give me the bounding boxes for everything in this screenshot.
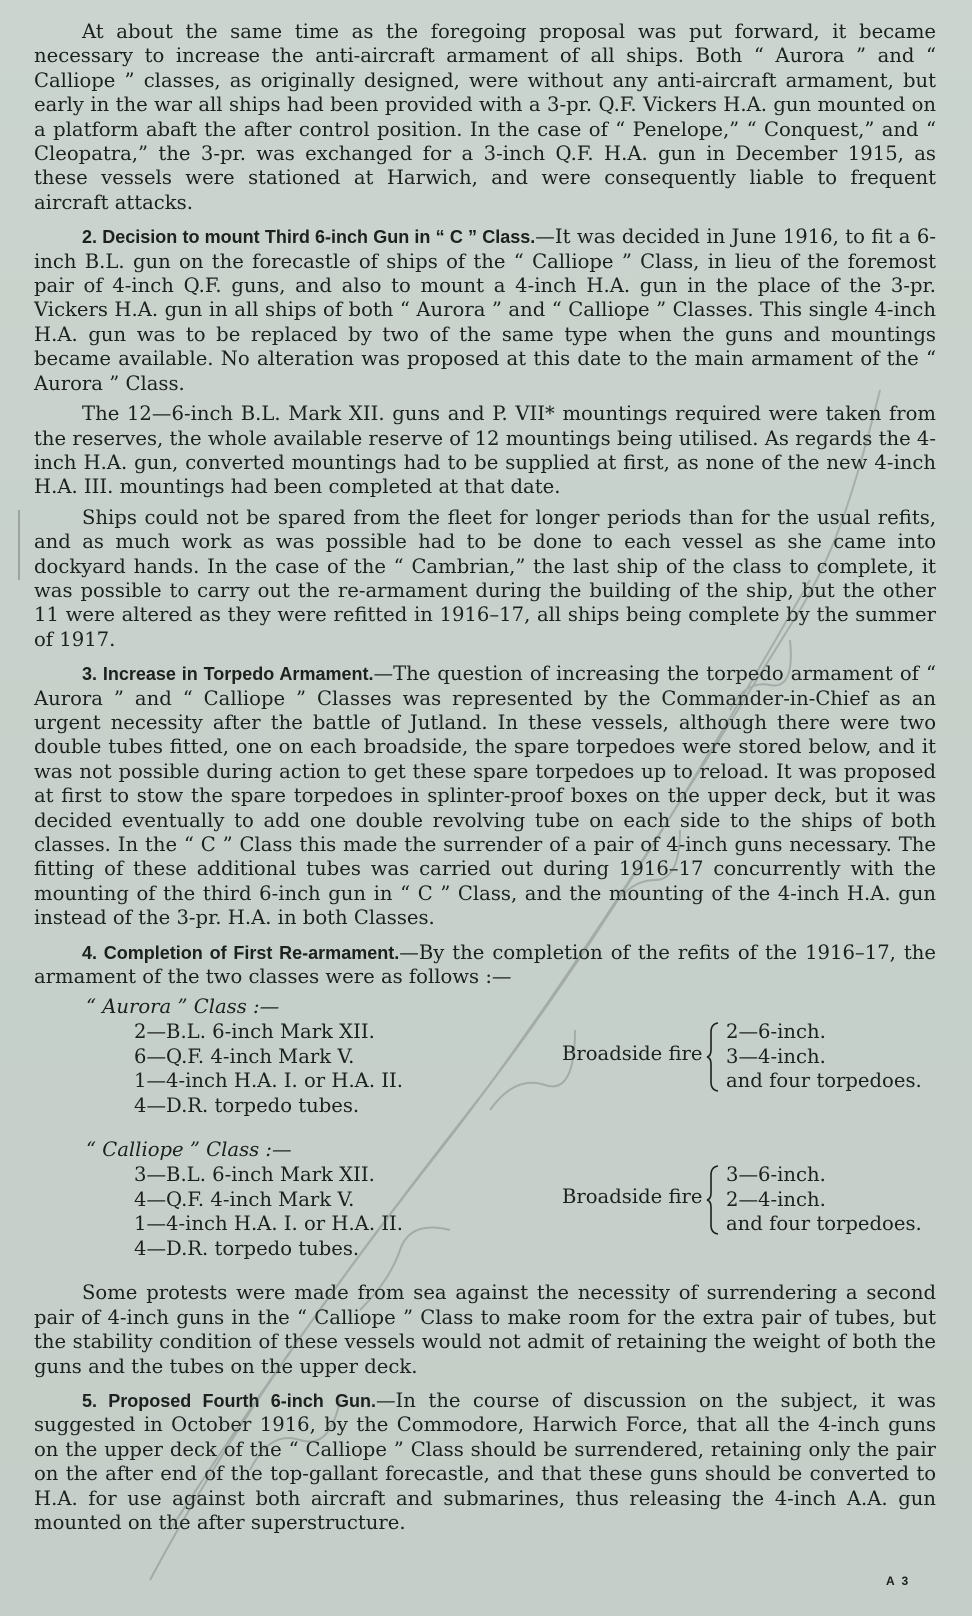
aurora-armament-list: [134, 1020, 403, 1118]
brace-icon: [706, 1165, 720, 1235]
calliope-item: 1—4-inch H.A. I. or H.A. II.: [134, 1212, 403, 1236]
aurora-class-label: “ Aurora ” Class :—: [86, 995, 280, 1019]
aurora-armament: [134, 1020, 936, 1132]
page-folio: A 3: [886, 1574, 911, 1588]
calliope-broadside-item: 3—6-inch.: [726, 1163, 826, 1187]
calliope-broadside-list: [726, 1163, 922, 1236]
section-2-body: —It was decided in June 1916, to fit a 6-inch B.L. gun on the forecastle of ships of the “ Calliope ” Class, in lieu of the foremost pair of 4-inch Q.F. guns, and also to mount a 4-inch H.A. gun in the place of the 3-pr. Vickers H.A. gun in all ships of both “ Aurora ” and “ Calliope ” Classes. This single 4-inch H.A. gun was to be replaced by two of the same type when the guns and mountings became available. No alteration was proposed at this date to the main armament of the “ Aurora ” Class.: [34, 225, 936, 395]
brace-icon: [706, 1022, 720, 1092]
calliope-item: 4—Q.F. 4-inch Mark V.: [134, 1187, 355, 1211]
calliope-broadside-item: and four torpedoes.: [726, 1212, 922, 1236]
section-3: [34, 662, 936, 930]
section-4-closing-paragraph: Some protests were made from sea against the necessity of surrendering a second pair of 4-inch guns in the “ Calliope ” Class to make room for the extra pair of tubes, but the stability condition of these vessels would not admit of retaining the weight of both the guns and the tubes on the upper deck.: [34, 1281, 936, 1378]
section-5-body: —In the course of discussion on the subject, it was suggested in October 1916, by the Commodore, Harwich Force, that all the 4-inch guns on the upper deck of the “ Calliope ” Class should be surrendered, retaining only the pair on the after end of the top-gallant forecastle, and that these guns should be converted to H.A. for use against both aircraft and submarines, thus releasing the 4-inch A.A. gun mounted on the after superstructure.: [34, 1389, 936, 1535]
calliope-broadside-label: Broadside fire: [562, 1185, 703, 1209]
section-2-heading: 2. Decision to mount Third 6-inch Gun in “ C ” Class.: [82, 227, 536, 248]
aurora-broadside-label: Broadside fire: [562, 1042, 703, 1066]
aurora-broadside-item: and four torpedoes.: [726, 1069, 922, 1093]
calliope-item: 3—B.L. 6-inch Mark XII.: [134, 1163, 375, 1187]
calliope-armament-list: [134, 1163, 403, 1261]
aurora-broadside-item: 2—6-inch.: [726, 1020, 826, 1044]
section-4-heading: 4. Completion of First Re-armament.: [82, 942, 400, 963]
aurora-item: 2—B.L. 6-inch Mark XII.: [134, 1020, 375, 1044]
section-2-paragraph-3: Ships could not be spared from the fleet for longer periods than for the usual refits, and as much work as was possible had to be done to each vessel as she came into dockyard hands. In the case of the “ Cambrian,” the last ship of the class to complete, it was possible to carry out the re-armament during the building of the ship, but the other 11 were altered as they were refitted in 1916–17, all ships being complete by the summer of 1917.: [34, 505, 936, 651]
margin-mark: [18, 510, 20, 580]
aurora-broadside-list: [726, 1020, 922, 1093]
calliope-armament: [134, 1163, 936, 1275]
section-5: [34, 1389, 936, 1535]
aurora-item: 4—D.R. torpedo tubes.: [134, 1093, 360, 1117]
section-5-heading: 5. Proposed Fourth 6-inch Gun.: [82, 1391, 376, 1412]
section-3-heading: 3. Increase in Torpedo Armament.: [82, 664, 374, 685]
section-2: [34, 225, 936, 396]
calliope-item: 4—D.R. torpedo tubes.: [134, 1236, 360, 1260]
aurora-item: 6—Q.F. 4-inch Mark V.: [134, 1044, 355, 1068]
aurora-item: 1—4-inch H.A. I. or H.A. II.: [134, 1069, 403, 1093]
calliope-broadside-item: 2—4-inch.: [726, 1187, 826, 1211]
section-4: [34, 941, 936, 990]
section-3-body: —The question of increasing the torpedo armament of “ Aurora ” and “ Calliope ” Classes was represented by the Commander-in-Chief as an urgent necessity after the battle of Jutland. In these vessels, although there were two double tubes fitted, one on each broadside, the spare torpedoes were stored below, and it was not possible during action to get these spare torpedoes up to reload. It was proposed at first to stow the spare torpedoes in splinter-proof boxes on the upper deck, but it was decided eventually to add one double revolving tube on each side to the ships of both classes. In the “ C ” Class this made the surrender of a pair of 4-inch guns necessary. The fitting of these additional tubes was carried out during 1916–17 concurrently with the mounting of the third 6-inch gun in “ C ” Class, and the mounting of the 4-inch H.A. gun instead of the 3-pr. H.A. in both Classes.: [34, 662, 936, 930]
section-2-paragraph-2: The 12—6-inch B.L. Mark XII. guns and P. VII* mountings required were taken from the reserves, the whole available reserve of 12 mountings being utilised. As regards the 4-inch H.A. gun, converted mountings had to be supplied at first, as none of the new 4-inch H.A. III. mountings had been completed at that date.: [34, 402, 936, 499]
section-4-body: —By the completion of the refits of the 1916–17, the armament of the two classes were as follows :—: [34, 940, 936, 989]
paragraph-intro: At about the same time as the foregoing proposal was put forward, it became necessary to increase the anti-aircraft armament of all ships. Both “ Aurora ” and “ Calliope ” classes, as originally designed, were without any anti-aircraft armament, but early in the war all ships had been provided with a 3-pr. Q.F. Vickers H.A. gun mounted on a platform abaft the after control position. In the case of “ Penelope,” “ Conquest,” and “ Cleopatra,” the 3-pr. was exchanged for a 3-inch Q.F. H.A. gun in December 1915, as these vessels were stationed at Harwich, and were consequently liable to frequent aircraft attacks.: [34, 20, 936, 214]
aurora-broadside-item: 3—4-inch.: [726, 1044, 826, 1068]
calliope-class-label: “ Calliope ” Class :—: [86, 1138, 292, 1162]
